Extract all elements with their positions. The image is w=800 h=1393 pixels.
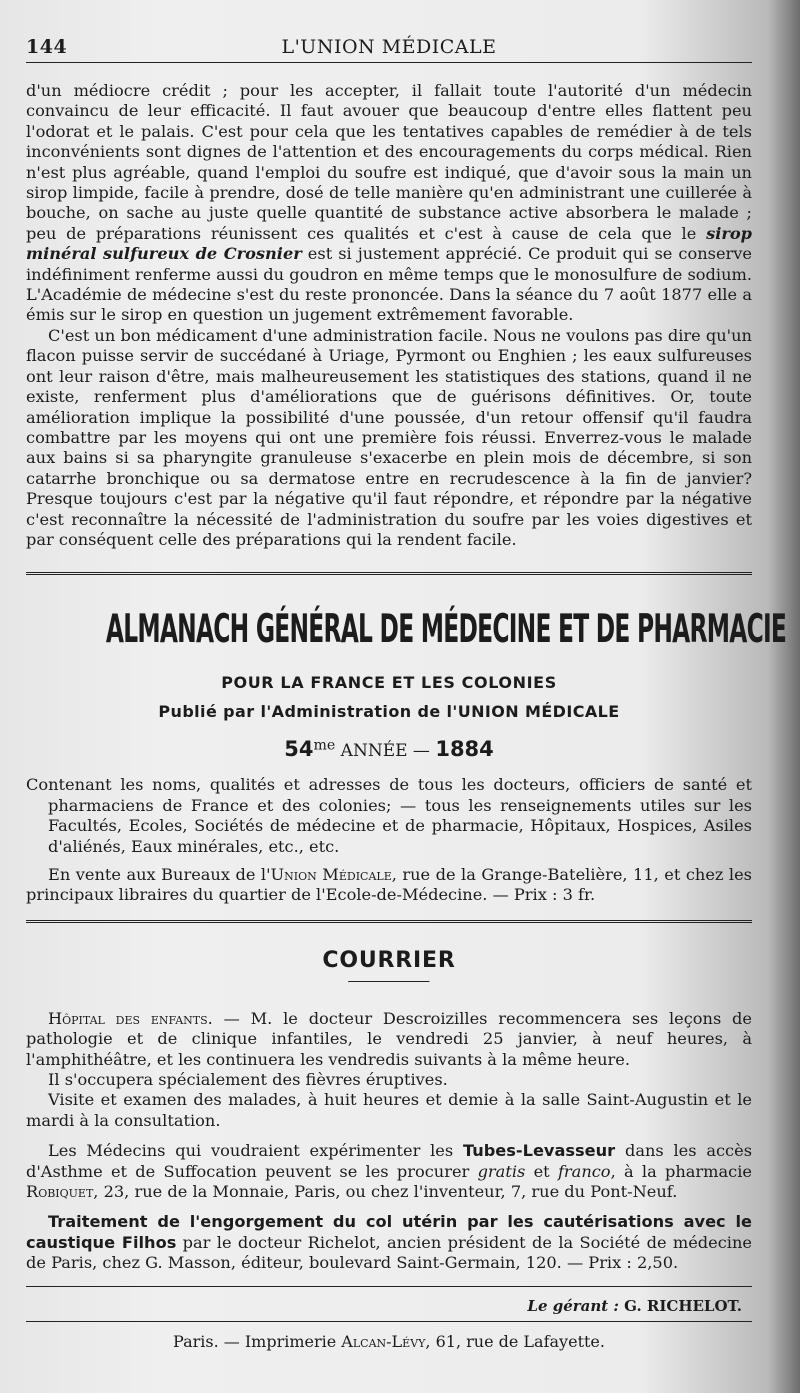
- courrier-note-hopital: Hôpital des enfants. — M. le docteur Descroizilles recommencera ses leçons de pathologie et de clinique infantiles, le vendredi 25 janvier, à neuf heures, à l'amphithéâtre, et les continuera les vendredis suivants à la même heure.: [26, 1008, 752, 1069]
- courrier-note-hopital-3: Visite et examen des malades, à huit heures et demie à la salle Saint-Augustin et le mardi à la consultation.: [26, 1090, 752, 1130]
- courrier-section: [26, 948, 752, 1274]
- courrier-note-tubes: Les Médecins qui voudraient expérimenter les Tubes-Levasseur dans les accès d'Asthme et de Suffocation peuvent se les procurer gratis et franco, à la pharmacie Robiquet, 23, rue de la Monnaie, Paris, ou chez l'inventeur, 7, rue du Pont-Neuf.: [26, 1141, 752, 1202]
- running-head: [26, 28, 752, 62]
- printer-line: Paris. — Imprimerie Alcan-Lévy, 61, rue de Lafayette.: [173, 1331, 605, 1351]
- section-rule-1: [26, 572, 752, 578]
- courrier-note-hopital-2: Il s'occupera spécialement des fièvres éruptives.: [48, 1070, 448, 1089]
- page-number: 144: [26, 36, 68, 58]
- almanach-publisher: Publié par l'Administration de l'UNION MÉDICALE: [158, 702, 620, 722]
- section-rule-2: [26, 920, 752, 926]
- journal-title: L'UNION MÉDICALE: [281, 36, 497, 58]
- footer-rule-2: [26, 1321, 752, 1322]
- article-paragraph-1: d'un médiocre crédit ; pour les accepter, il fallait toute l'autorité d'un médecin convaincu de leur efficacité. Il faut avouer que beaucoup d'entre elles flattent peu l'odorat et le palais. C'est pour cela que les tentatives capables de remédier à de tels inconvénients sont dignes de l'attention et des encouragements du corps médical. Rien n'est plus agréable, quand l'emploi du soufre est indiqué, que d'avoir sous la main un sirop limpide, facile à prendre, dosé de telle manière qu'en administrant une cuillerée à bouche, on sache au juste quelle quantité de substance active absorbera le malade ; peu de préparations réunissent ces qualités et c'est à cause de cela que le sirop minéral sulfureux de Crosnier est si justement apprécié. Ce produit qui se conserve indéfiniment renferme aussi du goudron en même temps que le monosulfure de sodium. L'Académie de médecine s'est du reste prononcée. Dans la séance du 7 août 1877 elle a émis sur le sirop en question un jugement extrêmement favorable.: [26, 81, 753, 325]
- gerant-line: Le gérant : G. RICHELOT.: [527, 1296, 742, 1315]
- courrier-title: COURRIER: [322, 947, 456, 973]
- footer-rule-1: [26, 1286, 752, 1287]
- almanach-title: ALMANACH GÉNÉRAL DE MÉDECINE ET DE PHARMACIE: [105, 607, 787, 653]
- article-paragraph-2: C'est un bon médicament d'une administration facile. Nous ne voulons pas dire qu'un flacon puisse servir de succédané à Uriage, Pyrmont ou Enghien ; les eaux sulfureuses ont leur raison d'être, mais malheureusement les statistiques des stations, quand il ne existe, renferment plus d'améliorations que de guérisons définitives. Or, toute amélioration implique la possibilité d'une poussée, d'un retour offensif qu'il faudra combattre par les moyens qui ont une première fois réussi. Enverrez-vous le malade aux bains si sa pharyngite granuleuse s'exacerbe en plein mois de décembre, si son catarrhe bronchique ou sa dermatose entre en recrudescence à la fin de janvier? Presque toujours c'est par la négative qu'il faut répondre, et répondre par la négative c'est reconnaître la nécessité de l'administration du soufre par les voies digestives et par conséquent celle des préparations qui la rendent facile.: [26, 325, 752, 549]
- almanach-edition: $54^{me}$ ANNÉE — 1884: [284, 737, 494, 762]
- almanach-sale: En vente aux Bureaux de l'Union Médicale, rue de la Grange-Batelière, 11, et chez les principaux libraires du quartier de l'Ecole-de-Médecine. — Prix : 3 fr.: [26, 864, 752, 905]
- almanach-contents: Contenant les noms, qualités et adresses de tous les docteurs, officiers de santé et pharmaciens de France et des colonies; — tous les renseignements utiles sur les Facultés, Ecoles, Sociétés de médecine et de pharmacie, Hôpitaux, Hospices, Asiles d'aliénés, Eaux minérales, etc., etc.: [26, 775, 752, 856]
- header-rule: [26, 62, 752, 63]
- courrier-note-traitement: Traitement de l'engorgement du col utérin par les cautérisations avec le caustique Filhos par le docteur Richelot, ancien président de la Société de médecine de Paris, chez G. Masson, éditeur, boulevard Saint-Germain, 120. — Prix : 2,50.: [26, 1212, 752, 1273]
- sirop-name: sirop minéral sulfureux de Crosnier: [26, 223, 752, 264]
- almanach-advert: [26, 607, 787, 905]
- courrier-title-rule: [348, 981, 430, 983]
- almanach-subtitle: POUR LA FRANCE ET LES COLONIES: [221, 673, 557, 693]
- article-body: [26, 81, 752, 550]
